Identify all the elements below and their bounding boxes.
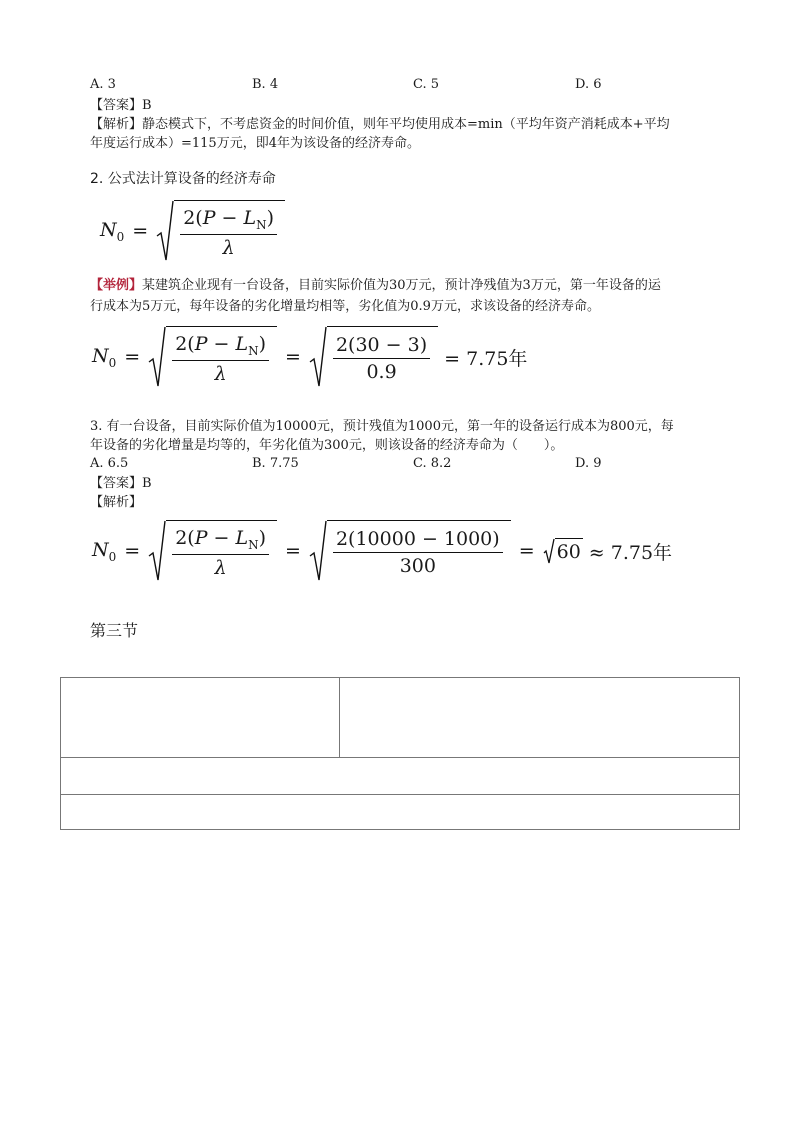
q3-option-a: A. 6.5 [90,456,129,471]
q1-option-d: D. 6 [575,77,602,92]
q3-option-d: D. 9 [575,456,602,471]
q3-analysis: 【解析】 [90,495,143,510]
table-vertical-divider [339,677,340,757]
q3-result: ≈ 7.75年 [588,541,673,564]
example-line1: 【举例】某建筑企业现有一台设备，目前实际价值为30万元，预计净残值为3万元，第一年设备的运 [90,278,661,293]
q1-option-c: C. 5 [413,77,440,92]
q1-analysis-line1: 【解析】静态模式下，不考虑资金的时间价值，则年平均使用成本=min（平均年资产消耗成本+平均 [90,117,670,132]
q3-option-c: C. 8.2 [413,456,452,471]
formula-example: $N_0$ = $\frac{2(P - L_N)}{\lambda}$ = $\frac{2(30 - 3)}{0.9}$ = 7.75年 [92,326,527,388]
q3-option-b: B. 7.75 [252,456,299,471]
table-outer-border [60,677,740,830]
table-row-divider-1 [60,757,740,758]
q3-line2: 年设备的劣化增量是均等的，年劣化值为300元，则该设备的经济寿命为（ ）。 [90,438,564,453]
section2-heading: 2. 公式法计算设备的经济寿命 [90,171,276,187]
q1-option-a: A. 3 [90,77,116,92]
example-result: = 7.75年 [444,347,528,370]
q3-answer: 【答案】B [90,476,152,491]
example-line2: 行成本为5万元，每年设备的劣化增量均相等，劣化值为0.9万元，求该设备的经济寿命。 [90,299,600,314]
formula-q3: $N_0$ = $\frac{2(P - L_N)}{\lambda}$ = $\frac{2(10000 - 1000)}{300}$ = 60 ≈ 7.75年 [92,520,672,582]
sqrt-sign: $\frac{2(P - L_N)}{\lambda}$ [156,200,285,262]
formula-general [100,200,285,262]
table-row-divider-2 [60,794,740,795]
q1-option-b: B. 4 [252,77,279,92]
section3-heading: 第三节 [90,621,139,640]
q3-line1: 3. 有一台设备，目前实际价值为10000元，预计残值为1000元，第一年的设备运行成本为800元，每 [90,419,674,434]
q1-answer: 【答案】B [90,98,152,113]
formula-equals: = [132,220,149,242]
example-tag: 【举例】 [90,278,143,293]
formula-lhs: $N_0$ [100,218,125,244]
q1-analysis-line2: 年度运行成本）=115万元，即4年为该设备的经济寿命。 [90,136,420,151]
